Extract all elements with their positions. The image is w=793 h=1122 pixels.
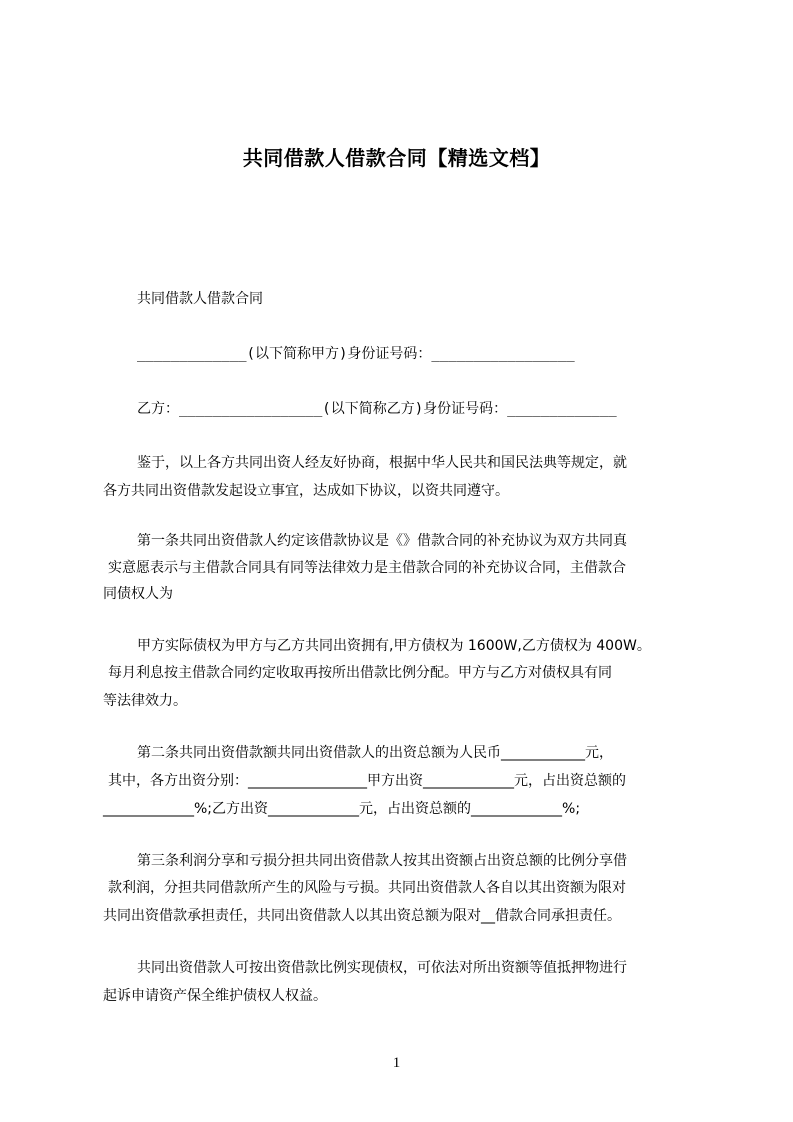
page-number: 1 xyxy=(392,1055,401,1071)
article3-line-1: 第三条利润分享和亏损分担共同出资借款人按其出资额占出资总额的比例分享借 xyxy=(137,853,627,869)
article3-line-3: 共同出资借款承担责任，共同出资借款人以其出资总额为限对__借款合同承担责任。 xyxy=(103,908,621,924)
article1-detail-line-2: 每月利息按主借款合同约定收取再按所出借款比例分配。甲方与乙方对债权具有同 xyxy=(108,665,612,681)
article1-line-2: 实意愿表示与主借款合同具有同等法律效力是主借款合同的补充协议合同，主借款合 xyxy=(108,560,626,576)
article1-detail-line-1: 甲方实际债权为甲方与乙方共同出资拥有,甲方债权为 1600W,乙方债权为 400W。 xyxy=(137,638,651,654)
article1-line-1: 第一条共同出资借款人约定该借款协议是《》借款合同的补充协议为双方共同真 xyxy=(137,533,627,549)
preamble-line-1: 鉴于，以上各方共同出资人经友好协商，根据中华人民共和国民法典等规定，就 xyxy=(137,455,627,471)
article1-detail-line-3: 等法律效力。 xyxy=(103,693,187,709)
article1-line-3: 同债权人为 xyxy=(103,586,173,602)
closing-line-1: 共同出资借款人可按出资借款比例实现债权，可依法对所出资额等值抵押物进行 xyxy=(137,960,627,976)
preamble-line-2: 各方共同出资借款发起设立事宜，达成如下协议，以资共同遵守。 xyxy=(103,483,509,499)
article2-line-3: _____________%;乙方出资_____________元，占出资总额的_____________%; xyxy=(103,801,581,817)
article2-line-1: 第二条共同出资借款额共同出资借款人的出资总额为人民币____________元， xyxy=(137,745,613,761)
article2-line-2: 其中，各方出资分别：_________________甲方出资_____________元，占出资总额的 xyxy=(108,773,626,789)
closing-line-2: 起诉申请资产保全维护债权人权益。 xyxy=(103,988,327,1004)
article3-line-2: 款利润，分担共同借款所产生的风险与亏损。共同出资借款人各自以其出资额为限对 xyxy=(108,880,626,896)
party-b-line: 乙方：_________________(以下简称乙方)身份证号码：_____________ xyxy=(137,401,617,417)
party-a-line: _____________(以下简称甲方)身份证号码：_________________ xyxy=(137,346,575,362)
document-title: 共同借款人借款合同【精选文档】 xyxy=(242,146,551,170)
contract-heading: 共同借款人借款合同 xyxy=(137,291,263,307)
